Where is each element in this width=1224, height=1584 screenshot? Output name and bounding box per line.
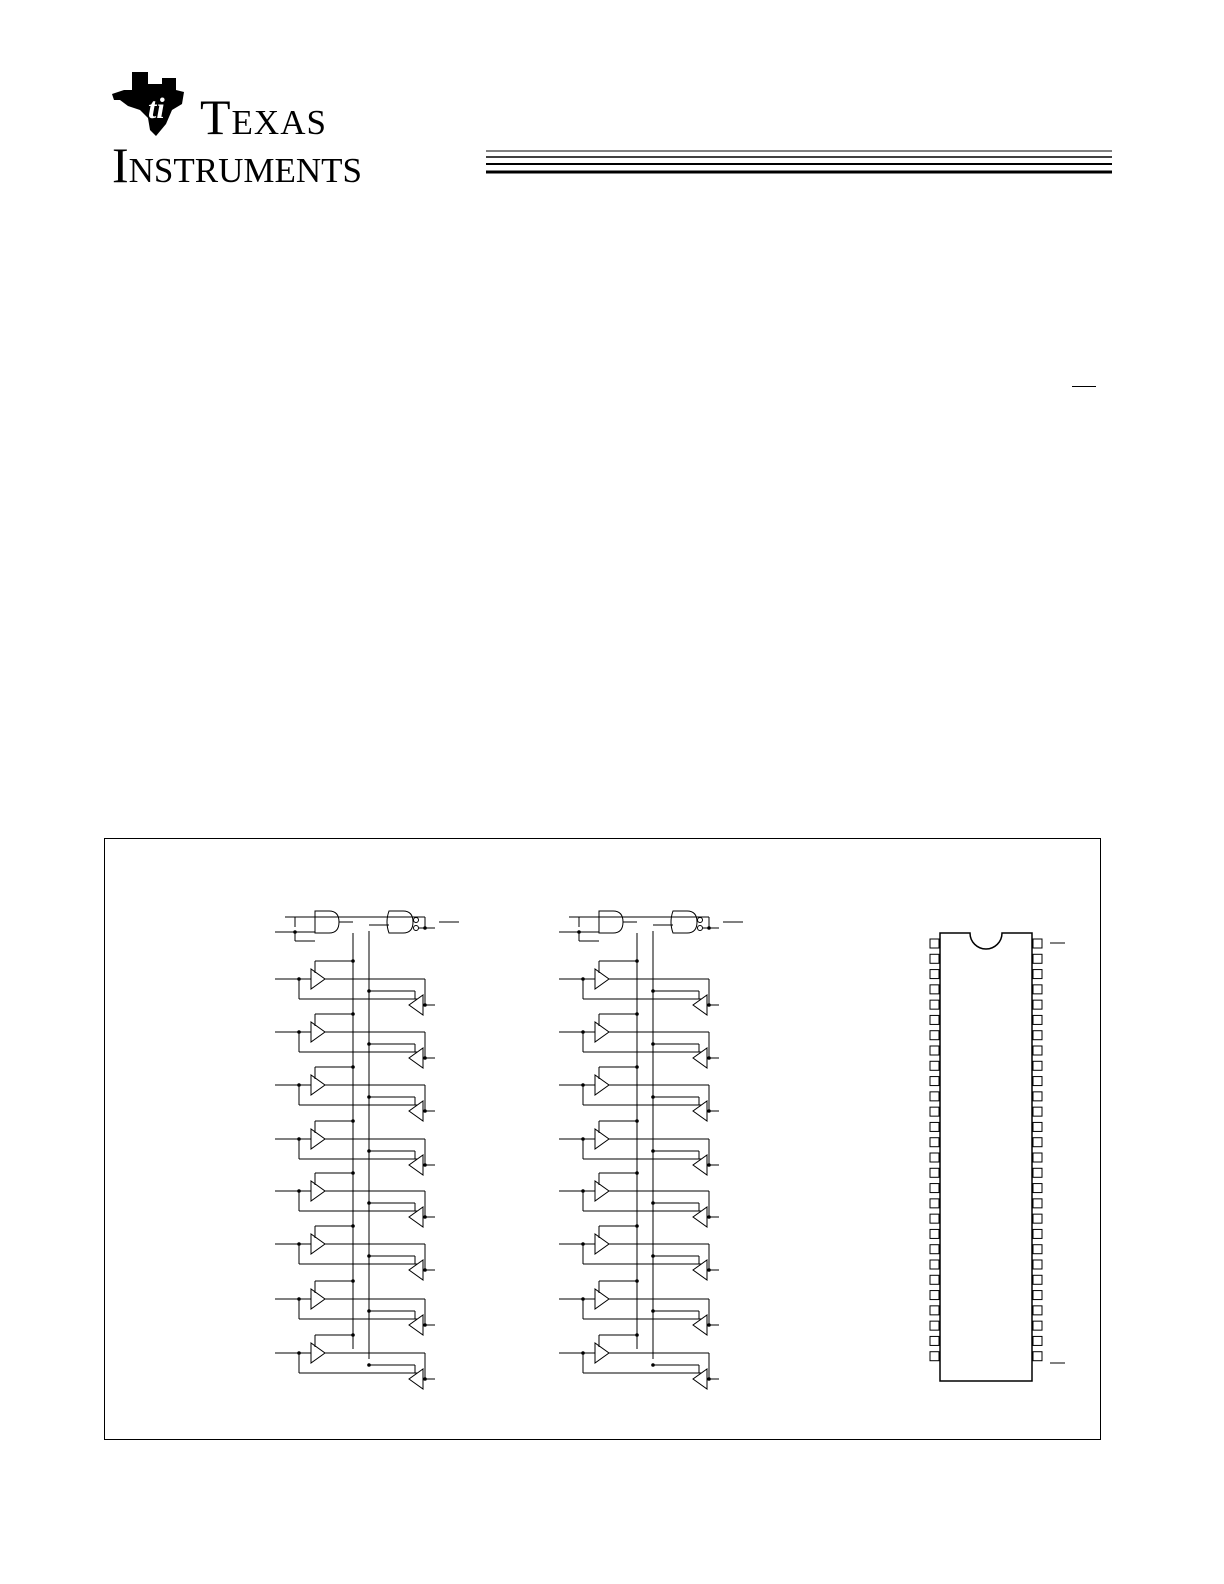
figure-box: [104, 838, 1101, 1440]
junction-dot: [367, 1042, 371, 1046]
junction-dot: [651, 1363, 655, 1367]
inverter-bubble: [414, 926, 419, 931]
inverter-bubble: [698, 918, 703, 923]
pin-left: [930, 939, 939, 948]
junction-dot: [367, 989, 371, 993]
junction-dot: [635, 1279, 639, 1283]
pin-left: [930, 1291, 939, 1300]
buffer-reverse: [693, 1260, 707, 1280]
pin-left: [930, 1168, 939, 1177]
pin-left: [930, 970, 939, 979]
buffer-forward: [595, 1343, 609, 1363]
buffer-forward: [311, 1234, 325, 1254]
pin-left: [930, 1046, 939, 1055]
junction-dot: [635, 1065, 639, 1069]
pin-right: [1033, 1122, 1042, 1131]
junction-dot: [651, 1309, 655, 1313]
pin-left: [930, 1031, 939, 1040]
pin-left: [930, 1122, 939, 1131]
pin-right: [1033, 1229, 1042, 1238]
junction-dot: [651, 1254, 655, 1258]
buffer-forward: [595, 1075, 609, 1095]
junction-dot: [367, 1363, 371, 1367]
pin-left: [930, 1214, 939, 1223]
pin-right: [1033, 1107, 1042, 1116]
junction-dot: [635, 1012, 639, 1016]
buffer-reverse: [409, 1101, 423, 1121]
pin-right: [1033, 1061, 1042, 1070]
control-gate-b: [387, 911, 413, 933]
pin-right: [1033, 1031, 1042, 1040]
pin-right: [1033, 985, 1042, 994]
buffer-forward: [595, 969, 609, 989]
pin-right: [1033, 1092, 1042, 1101]
buffer-reverse: [693, 1369, 707, 1389]
pin-left: [930, 1000, 939, 1009]
pin-left: [930, 1245, 939, 1254]
pin-right: [1033, 1260, 1042, 1269]
junction-dot: [651, 1095, 655, 1099]
pin-right: [1033, 1153, 1042, 1162]
pin-right: [1033, 1306, 1042, 1315]
inverter-bubble: [414, 918, 419, 923]
pin-right: [1033, 1077, 1042, 1086]
pin-left: [930, 1015, 939, 1024]
pin-left: [930, 1077, 939, 1086]
pin-left: [930, 1107, 939, 1116]
figure-drawing: [105, 839, 1102, 1441]
buffer-reverse: [693, 1101, 707, 1121]
buffer-forward: [311, 1075, 325, 1095]
junction-dot: [635, 1333, 639, 1337]
buffer-forward: [311, 1289, 325, 1309]
buffer-reverse: [409, 1369, 423, 1389]
junction-dot: [351, 1065, 355, 1069]
package-body: [940, 933, 1032, 1381]
pin-right: [1033, 1046, 1042, 1055]
logo-line-instruments: Instruments: [112, 137, 363, 193]
pin-right: [1033, 1352, 1042, 1361]
texas-instruments-logo: [110, 70, 430, 193]
pin-left: [930, 1336, 939, 1345]
buffer-reverse: [693, 1207, 707, 1227]
pin-right: [1033, 1138, 1042, 1147]
junction-dot: [351, 1279, 355, 1283]
pin-right: [1033, 1275, 1042, 1284]
ti-state-logo-icon: [110, 70, 200, 140]
pin-right: [1033, 1321, 1042, 1330]
pin-left: [930, 1260, 939, 1269]
pin-left: [930, 1275, 939, 1284]
buffer-forward: [311, 1343, 325, 1363]
buffer-forward: [311, 1022, 325, 1042]
pin-left: [930, 1352, 939, 1361]
overline-mark: [1072, 386, 1096, 387]
junction-dot: [651, 1149, 655, 1153]
junction-dot: [351, 1224, 355, 1228]
buffer-reverse: [409, 1315, 423, 1335]
junction-dot: [351, 1171, 355, 1175]
pin-right: [1033, 1245, 1042, 1254]
pin-left: [930, 954, 939, 963]
buffer-reverse: [693, 995, 707, 1015]
junction-dot: [651, 989, 655, 993]
junction-dot: [351, 959, 355, 963]
junction-dot: [367, 1149, 371, 1153]
pin-right: [1033, 1214, 1042, 1223]
pin-right: [1033, 1199, 1042, 1208]
pin-left: [930, 1321, 939, 1330]
buffer-reverse: [409, 1260, 423, 1280]
junction-dot: [635, 1171, 639, 1175]
buffer-reverse: [693, 1315, 707, 1335]
control-gate-a: [599, 911, 623, 933]
pin-right: [1033, 1336, 1042, 1345]
buffer-reverse: [693, 1155, 707, 1175]
junction-dot: [367, 1095, 371, 1099]
inverter-bubble: [698, 926, 703, 931]
junction-dot: [351, 1012, 355, 1016]
control-gate-a: [315, 911, 339, 933]
buffer-forward: [311, 969, 325, 989]
buffer-reverse: [693, 1048, 707, 1068]
pin-right: [1033, 939, 1042, 948]
junction-dot: [351, 1333, 355, 1337]
junction-dot: [635, 1119, 639, 1123]
pin-left: [930, 1306, 939, 1315]
pin-left: [930, 1092, 939, 1101]
junction-dot: [423, 926, 427, 930]
pin-right: [1033, 1015, 1042, 1024]
pin-left: [930, 1153, 939, 1162]
pin-right: [1033, 1184, 1042, 1193]
buffer-forward: [595, 1181, 609, 1201]
pin-right: [1033, 1168, 1042, 1177]
buffer-forward: [311, 1129, 325, 1149]
buffer-forward: [595, 1022, 609, 1042]
junction-dot: [707, 926, 711, 930]
header-rules: [486, 150, 1112, 174]
junction-dot: [635, 1224, 639, 1228]
pin-left: [930, 1061, 939, 1070]
junction-dot: [651, 1201, 655, 1205]
pin-left: [930, 985, 939, 994]
buffer-forward: [595, 1234, 609, 1254]
buffer-forward: [595, 1129, 609, 1149]
junction-dot: [367, 1201, 371, 1205]
pin-right: [1033, 1291, 1042, 1300]
buffer-forward: [311, 1181, 325, 1201]
junction-dot: [651, 1042, 655, 1046]
pin-left: [930, 1138, 939, 1147]
junction-dot: [367, 1254, 371, 1258]
pin-left: [930, 1229, 939, 1238]
pin-left: [930, 1199, 939, 1208]
buffer-reverse: [409, 1155, 423, 1175]
buffer-reverse: [409, 1207, 423, 1227]
pin-left: [930, 1184, 939, 1193]
buffer-reverse: [409, 1048, 423, 1068]
logo-line-texas: Texas: [200, 89, 327, 145]
buffer-reverse: [409, 995, 423, 1015]
buffer-forward: [595, 1289, 609, 1309]
svg-text:ti: ti: [148, 92, 165, 125]
pin-right: [1033, 1000, 1042, 1009]
pin-right: [1033, 954, 1042, 963]
control-gate-b: [671, 911, 697, 933]
junction-dot: [367, 1309, 371, 1313]
junction-dot: [635, 959, 639, 963]
pin-right: [1033, 970, 1042, 979]
junction-dot: [351, 1119, 355, 1123]
